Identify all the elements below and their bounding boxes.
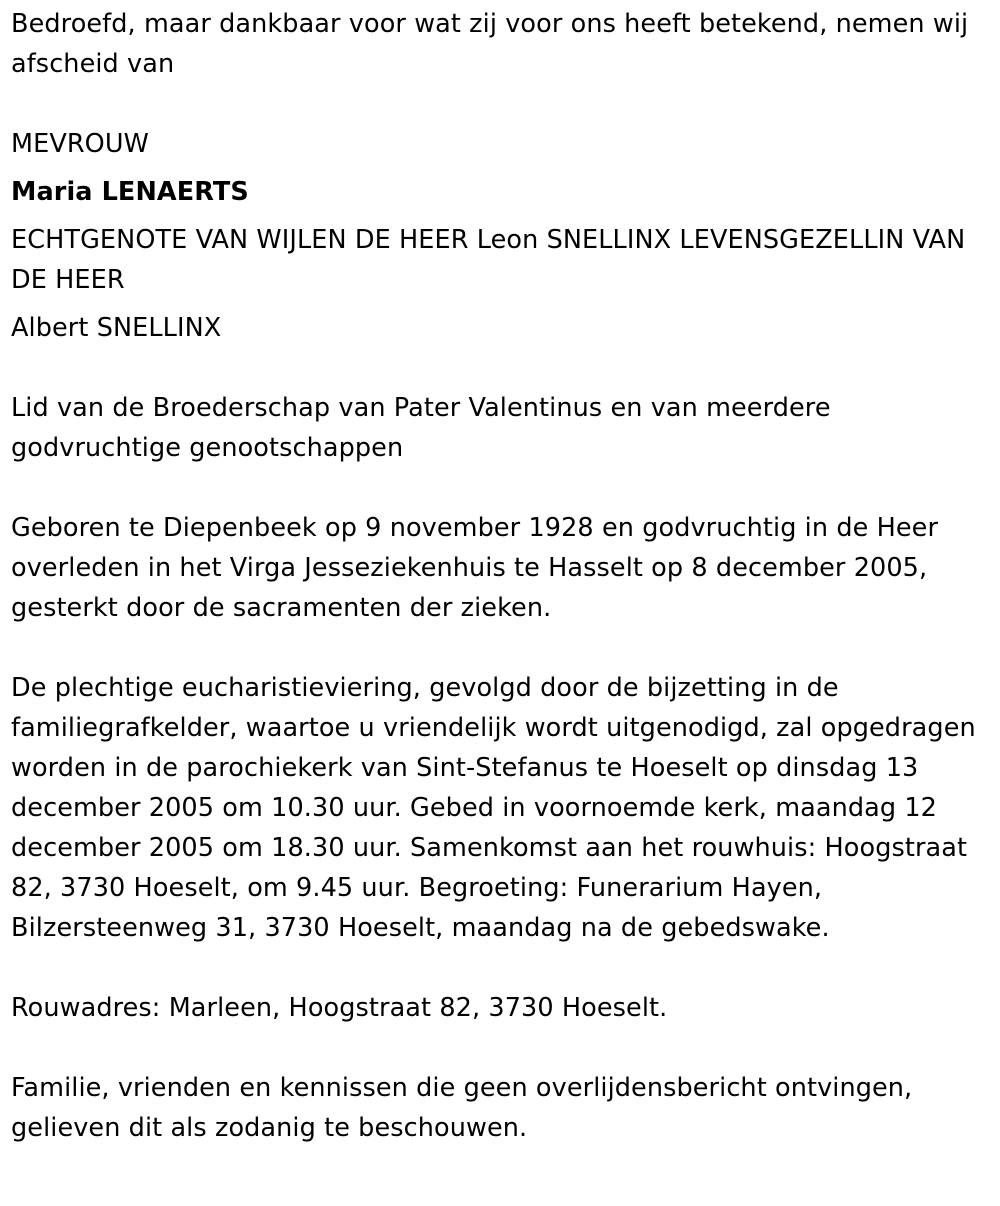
- spacer: [11, 948, 986, 988]
- deceased-name: Maria LENAERTS: [11, 177, 249, 207]
- spacer: [11, 300, 986, 308]
- spacer: [11, 1028, 986, 1068]
- intro-paragraph: Bedroefd, maar dankbaar voor wat zij voor ons heeft betekend, nemen wij afscheid van: [11, 9, 969, 79]
- address-paragraph: Rouwadres: Marleen, Hoogstraat 82, 3730 Hoeselt.: [11, 993, 668, 1023]
- closing-paragraph: Familie, vrienden en kennissen die geen overlijdensbericht ontvingen, gelieven dit als zodanig te beschouwen.: [11, 1073, 913, 1143]
- ceremony-paragraph: De plechtige eucharistieviering, gevolgd door de bijzetting in de familiegrafkelder, waartoe u vriendelijk wordt uitgenodigd, zal opgedragen worden in de parochiekerk van Sint-Stefanus te Hoeselt op dinsdag 13 december 2005 om 10.30 uur. Gebed in voornoemde kerk, maandag 12 december 2005 om 18.30 uur. Samenkomst aan het rouwhuis: Hoogstraat 82, 3730 Hoeselt, om 9.45 uur. Begroeting: Funerarium Hayen, Bilzersteenweg 31, 3730 Hoeselt, maandag na de gebedswake.: [11, 673, 976, 943]
- title-prefix: MEVROUW: [11, 129, 149, 159]
- spacer: [11, 628, 986, 668]
- spacer: [11, 84, 986, 124]
- spacer: [11, 348, 986, 388]
- membership-paragraph: Lid van de Broederschap van Pater Valentinus en van meerdere godvruchtige genootschappen: [11, 393, 831, 463]
- spacer: [11, 468, 986, 508]
- partner-name: Albert SNELLINX: [11, 313, 222, 343]
- spacer: [11, 212, 986, 220]
- birth-death-paragraph: Geboren te Diepenbeek op 9 november 1928 en godvruchtig in de Heer overleden in het Virga Jesseziekenhuis te Hasselt op 8 december 2005, gesterkt door de sacramenten der zieken.: [11, 513, 939, 623]
- relation-text: ECHTGENOTE VAN WIJLEN DE HEER Leon SNELLINX LEVENSGEZELLIN VAN DE HEER: [11, 225, 966, 295]
- spacer: [11, 164, 986, 172]
